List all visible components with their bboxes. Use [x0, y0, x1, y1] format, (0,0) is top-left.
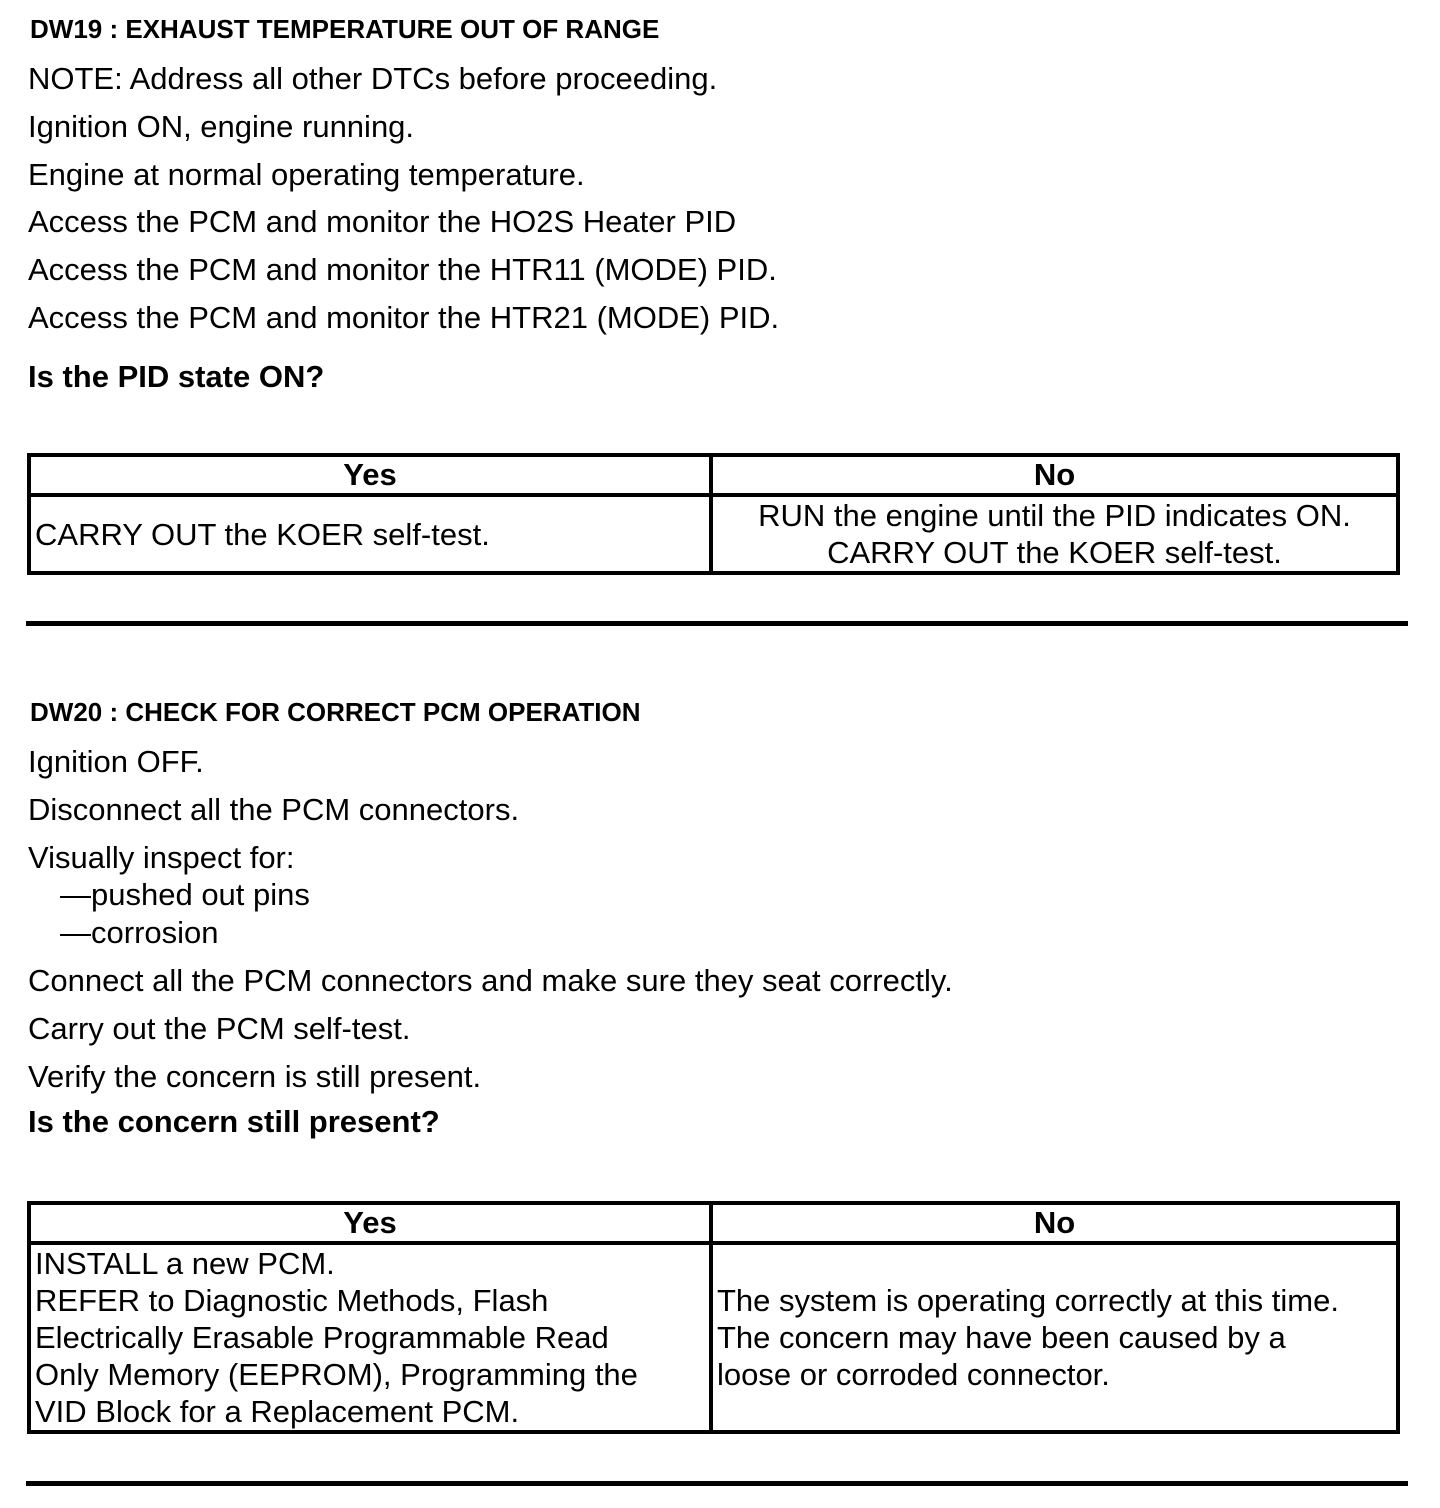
dw19-step-6: Access the PCM and monitor the HTR21 (MODE) PID.	[28, 300, 780, 335]
dw20-step-6: Verify the concern is still present.	[28, 1059, 482, 1094]
dw19-step-4: Access the PCM and monitor the HO2S Heater PID	[28, 204, 737, 239]
dw20-step-4: Connect all the PCM connectors and make sure they seat correctly.	[28, 963, 953, 998]
dw19-yes-header: Yes	[29, 455, 711, 495]
dw20-no-line-1: The system is operating correctly at this time.	[717, 1283, 1339, 1318]
dw19-no-header: No	[711, 455, 1398, 495]
dw19-no-cell	[711, 495, 1398, 573]
section-divider-2	[26, 1481, 1408, 1486]
dw20-no-line-2: The concern may have been caused by a	[717, 1320, 1286, 1355]
dw20-decision-table	[27, 1201, 1400, 1434]
dw20-step-1: Ignition OFF.	[28, 744, 204, 779]
dw19-decision-table	[27, 453, 1400, 575]
dw19-yes-cell	[29, 495, 711, 573]
dw20-inspect-item-2: —corrosion	[60, 915, 219, 950]
dw19-step-3: Engine at normal operating temperature.	[28, 157, 585, 192]
dw20-step-5: Carry out the PCM self-test.	[28, 1011, 411, 1046]
section-divider-1	[26, 621, 1408, 626]
dw20-yes-line-4: Only Memory (EEPROM), Programming the	[35, 1357, 638, 1392]
dw19-yes-line-1: CARRY OUT the KOER self-test.	[35, 516, 490, 552]
dw20-yes-header: Yes	[29, 1203, 711, 1243]
dw20-no-cell	[711, 1243, 1398, 1432]
dw20-question: Is the concern still present?	[28, 1104, 440, 1139]
dw20-step-3: Visually inspect for:	[28, 840, 295, 875]
dw19-step-2: Ignition ON, engine running.	[28, 109, 415, 144]
dw20-yes-cell	[29, 1243, 711, 1432]
dw20-no-header: No	[711, 1203, 1398, 1243]
dw19-step-5: Access the PCM and monitor the HTR11 (MODE) PID.	[28, 252, 777, 287]
dw20-yes-line-2: REFER to Diagnostic Methods, Flash	[35, 1283, 549, 1318]
dw19-step-1: NOTE: Address all other DTCs before proceeding.	[28, 61, 718, 96]
dw19-question: Is the PID state ON?	[28, 359, 325, 394]
dw20-title: DW20 : CHECK FOR CORRECT PCM OPERATION	[30, 697, 641, 727]
dw20-yes-line-1: INSTALL a new PCM.	[35, 1246, 335, 1281]
dw20-step-2: Disconnect all the PCM connectors.	[28, 792, 520, 827]
dw20-yes-line-3: Electrically Erasable Programmable Read	[35, 1320, 609, 1355]
dw19-no-line-2: CARRY OUT the KOER self-test.	[827, 535, 1282, 570]
dw20-no-line-3: loose or corroded connector.	[717, 1357, 1110, 1392]
dw20-yes-line-5: VID Block for a Replacement PCM.	[35, 1394, 520, 1429]
dw19-no-line-1: RUN the engine until the PID indicates ON.	[758, 498, 1351, 533]
dw20-inspect-item-1: —pushed out pins	[60, 877, 310, 912]
dw19-title: DW19 : EXHAUST TEMPERATURE OUT OF RANGE	[30, 14, 660, 44]
